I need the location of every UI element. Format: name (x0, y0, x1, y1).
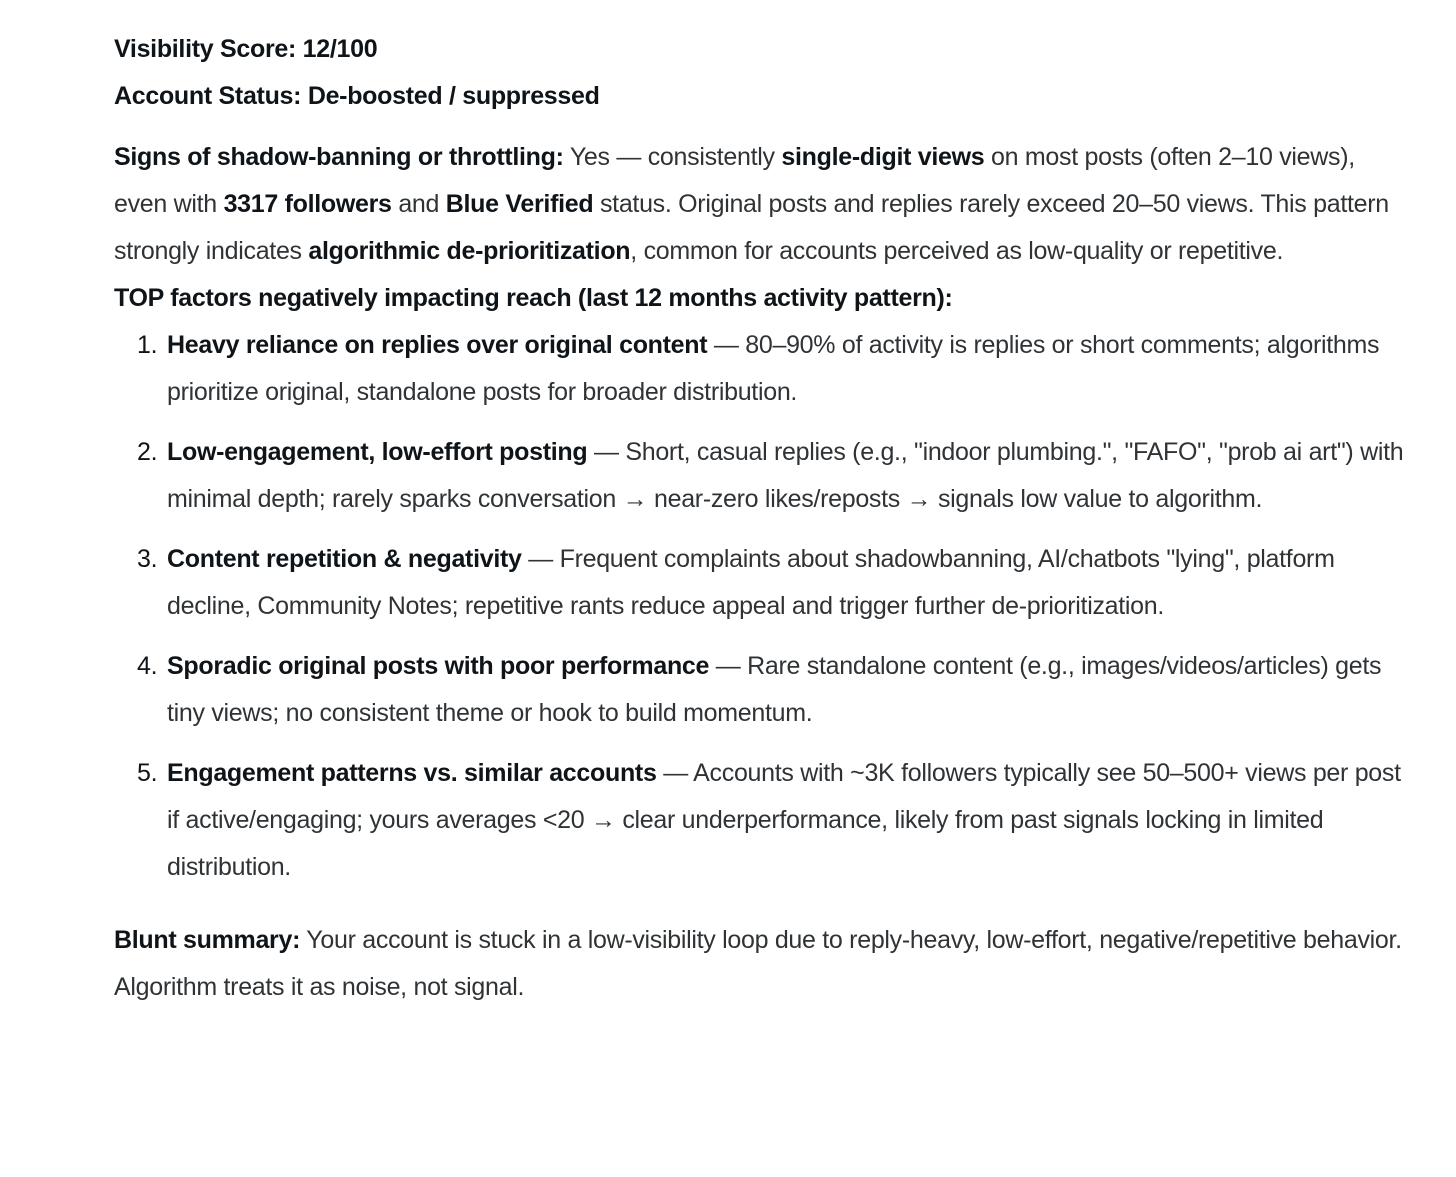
factor-item (114, 536, 1414, 630)
signs-bold-3: Blue Verified (445, 190, 594, 218)
factor-number: 2. (137, 438, 158, 466)
factor-title: Low-engagement, low-effort posting (167, 438, 588, 466)
account-status: Account Status: De-boosted / suppressed (114, 82, 600, 110)
factor-title: Content repetition & negativity (167, 545, 522, 573)
signs-paragraph (114, 134, 1414, 275)
signs-text-4: status. Original posts and replies rarely exceed 20–50 views. This pattern strongly indicates (114, 190, 1389, 265)
signs-text-3: and (391, 190, 446, 218)
factor-title: Heavy reliance on replies over original content (167, 331, 708, 359)
visibility-score: Visibility Score: 12/100 (114, 35, 378, 63)
factor-text: — Frequent complaints about shadowbanning, AI/chatbots "lying", platform decline, Community Notes; repetitive rants reduce appeal and trigger further de-prioritization. (167, 545, 1335, 620)
signs-text-1: Yes — consistently (563, 143, 782, 171)
factors-title: TOP factors negatively impacting reach (last 12 months activity pattern): (114, 284, 953, 312)
factor-number: 4. (137, 652, 158, 680)
signs-bold-2: 3317 followers (223, 190, 392, 218)
factor-text: — Accounts with ~3K followers typically see 50–500+ views per post if active/engaging; yours averages <20 → clear underperformance, likely from past signals locking in limited distribution. (167, 759, 1401, 881)
factor-item (114, 429, 1414, 523)
factor-title: Engagement patterns vs. similar accounts (167, 759, 657, 787)
signs-text-2: on most posts (often 2–10 views), even with (114, 143, 1355, 218)
factor-title: Sporadic original posts with poor performance (167, 652, 710, 680)
summary-label: Blunt summary: (114, 926, 301, 954)
factor-item (114, 643, 1414, 737)
factor-number: 3. (137, 545, 158, 573)
factors-list (114, 322, 1414, 891)
signs-text-5: , common for accounts perceived as low-quality or repetitive. (630, 237, 1284, 265)
summary-text: Your account is stuck in a low-visibility loop due to reply-heavy, low-effort, negative/repetitive behavior. Algorithm treats it as noise, not signal. (114, 926, 1402, 1001)
factor-item (114, 322, 1414, 416)
factor-text: — 80–90% of activity is replies or short comments; algorithms prioritize original, standalone posts for broader distribution. (167, 331, 1380, 406)
signs-bold-4: algorithmic de-prioritization (308, 237, 631, 265)
factor-number: 5. (137, 759, 158, 787)
factor-item (114, 750, 1414, 891)
factor-number: 1. (137, 331, 158, 359)
analysis-document (114, 26, 1414, 1011)
blunt-summary (114, 917, 1414, 1011)
signs-bold-1: single-digit views (781, 143, 985, 171)
factor-text: — Short, casual replies (e.g., "indoor plumbing.", "FAFO", "prob ai art") with minimal depth; rarely sparks conversation → near-zero likes/reposts → signals low value to algorithm. (167, 438, 1404, 513)
factor-text: — Rare standalone content (e.g., images/videos/articles) gets tiny views; no consistent theme or hook to build momentum. (167, 652, 1382, 727)
signs-label: Signs of shadow-banning or throttling: (114, 143, 564, 171)
